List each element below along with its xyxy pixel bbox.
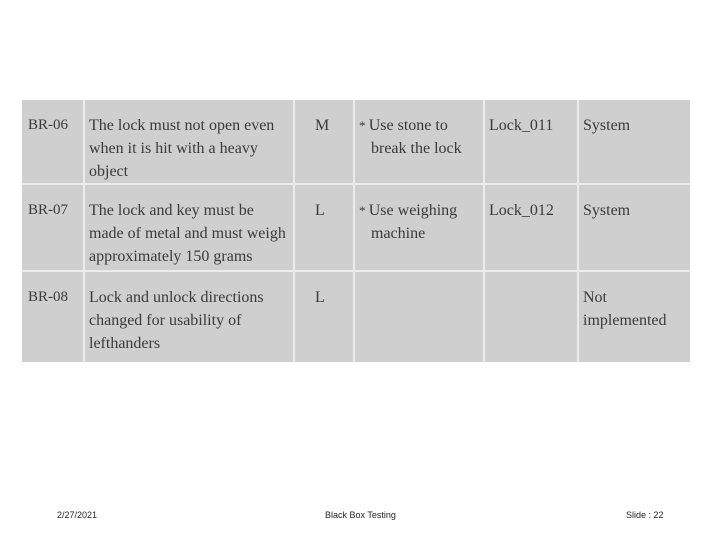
priority: L [294, 184, 354, 271]
priority: L [294, 271, 354, 362]
test-level: Not implemented [578, 271, 690, 362]
requirement-text: The lock must not open even when it is hit with a heavy object [84, 100, 294, 184]
requirements-table [22, 100, 690, 362]
table-row [22, 100, 690, 184]
test-case-id: Lock_011 [484, 100, 578, 184]
test-method [354, 100, 484, 184]
requirement-text: Lock and unlock directions changed for usability of lefthanders [84, 271, 294, 362]
test-method [354, 271, 484, 362]
footer-date: 2/27/2021 [57, 510, 98, 520]
requirement-id: BR-08 [22, 271, 84, 362]
requirement-text: The lock and key must be made of metal and must weigh approximately 150 grams [84, 184, 294, 271]
table-row [22, 271, 690, 362]
requirement-id: BR-06 [22, 100, 84, 184]
test-case-id [484, 271, 578, 362]
requirement-id: BR-07 [22, 184, 84, 271]
test-level: System [578, 100, 690, 184]
test-case-id: Lock_012 [484, 184, 578, 271]
priority: M [294, 100, 354, 184]
table-row [22, 184, 690, 271]
test-level: System [578, 184, 690, 271]
footer-slide-number: Slide : 22 [626, 510, 664, 520]
test-method [354, 184, 484, 271]
test-method-text: * Use stone to break the lock [359, 114, 479, 160]
footer-title: Black Box Testing [325, 510, 396, 520]
test-method-text: * Use weighing machine [359, 199, 479, 245]
requirements-table-image [22, 100, 690, 352]
